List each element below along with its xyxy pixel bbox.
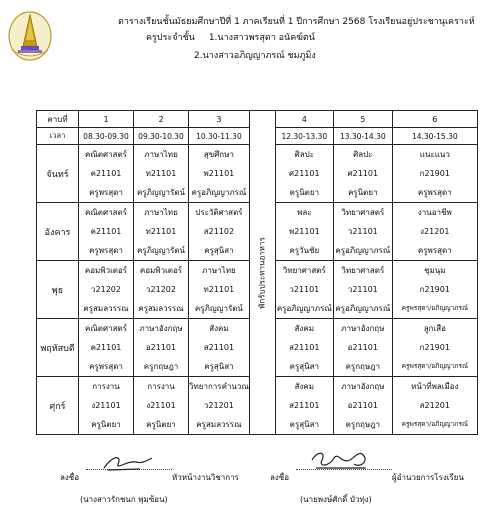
course-code: ว21101 — [289, 285, 320, 294]
class-cell — [275, 377, 333, 435]
subject: สังคม — [294, 382, 315, 391]
teacher: ครูนิตยา — [146, 420, 176, 429]
class-cell — [275, 261, 333, 319]
time-1: 08.30-09.30 — [79, 128, 134, 145]
right-sign-prefix: ลงชื่อ — [270, 473, 290, 482]
class-cell — [333, 145, 392, 203]
subject: ลูกเสือ — [423, 324, 446, 333]
day-label: พุธ — [37, 261, 79, 319]
class-cell — [189, 377, 250, 435]
course-code: อ21101 — [145, 343, 177, 352]
teacher: ครูสมลวรรณ — [138, 304, 184, 313]
class-cell — [134, 203, 189, 261]
advisor-2: 2.นางสาวอภิญญาภรณ์ ชมภูมิ่ง — [194, 51, 316, 61]
course-code: ว21201 — [203, 401, 234, 410]
teacher: ครูกฤษฎา — [345, 420, 381, 429]
class-cell — [333, 377, 392, 435]
lunch-break-column — [249, 111, 275, 435]
subject: วิทยาศาสตร์ — [341, 266, 385, 275]
teacher: ครูนิตยา — [289, 188, 320, 197]
teacher: ครูสุนิสา — [204, 362, 234, 371]
course-code: ท21101 — [145, 227, 177, 236]
class-cell — [333, 203, 392, 261]
teacher: ครูนิตยา — [91, 420, 121, 429]
teacher: ครูกฤษฎา — [345, 362, 381, 371]
course-code: ว21202 — [91, 285, 121, 294]
document-title: ตารางเรียนชั้นมัธยมศึกษาปีที่ 1 ภาคเรียนที่ 1 ปีการศึกษา 2568 โรงเรียนอยู่ประชานุเคราะห์ — [118, 17, 475, 27]
teacher: ครูพรสุดา/อภิญญาภรณ์ — [401, 362, 468, 370]
class-cell — [79, 377, 134, 435]
class-cell — [79, 203, 134, 261]
subject: วิทยาการคำนวณ — [189, 382, 249, 391]
time-4: 12.30-13.30 — [275, 128, 333, 145]
class-cell — [275, 145, 333, 203]
teacher: ครูพรสุดา — [89, 188, 123, 197]
course-code: ก21901 — [419, 169, 450, 178]
subject: ชุมนุม — [424, 266, 446, 275]
subject: การงาน — [92, 382, 120, 391]
teacher: ครูวันชัย — [289, 246, 320, 255]
teacher: ครูพรสุดา/อภิญญาภรณ์ — [401, 304, 468, 312]
timetable — [36, 110, 478, 435]
right-signer-name: (นายพงษ์ศักดิ์ บัวทุ่ง) — [300, 495, 372, 504]
course-code: ว21101 — [347, 227, 378, 236]
class-cell — [392, 203, 477, 261]
teacher: ครูภิญญารัตน์ — [194, 304, 243, 313]
class-cell — [134, 145, 189, 203]
subject: คณิตศาสตร์ — [85, 208, 127, 217]
class-cell — [392, 377, 477, 435]
subject: งานอาชีพ — [417, 208, 452, 217]
lunch-break-label: พักรับประทานอาหาร — [257, 236, 267, 309]
subject: หน้าที่พลเมือง — [411, 382, 459, 391]
teacher: ครูสุนิสา — [289, 420, 319, 429]
subject: วิทยาศาสตร์ — [341, 208, 385, 217]
day-label: พฤหัสบดี — [37, 319, 79, 377]
subject: ศิลปะ — [294, 150, 314, 159]
course-code: ว21101 — [347, 285, 378, 294]
period-header-row — [37, 111, 478, 128]
course-code: ค21101 — [90, 227, 122, 236]
teacher: ครูพรสุดา — [89, 362, 123, 371]
course-code: ส21201 — [419, 401, 450, 410]
teacher: ครูสุนิสา — [289, 362, 319, 371]
period-6: 6 — [392, 111, 477, 128]
advisor-1: 1.นางสาวพรสุดา อนัคฆ์ตน์ — [208, 33, 315, 43]
teacher: ครูพรสุดา/อภิญญาภรณ์ — [401, 420, 468, 428]
subject: สังคม — [209, 324, 229, 333]
subject: คอมพิวเตอร์ — [84, 266, 128, 275]
course-code: อ21101 — [347, 401, 378, 410]
period-2: 2 — [134, 111, 189, 128]
subject: พละ — [297, 208, 312, 217]
time-6: 14.30-15.30 — [392, 128, 477, 145]
subject: การงาน — [147, 382, 175, 391]
subject: ศิลปะ — [353, 150, 373, 159]
class-cell — [79, 319, 134, 377]
teacher: ครูภิญญารัตน์ — [136, 246, 185, 255]
day-label: ศุกร์ — [37, 377, 79, 435]
class-cell — [392, 145, 477, 203]
period-4: 4 — [275, 111, 333, 128]
class-cell — [189, 145, 250, 203]
subject: ภาษาไทย — [144, 150, 178, 159]
class-cell — [134, 377, 189, 435]
teacher: ครูนิตยา — [348, 188, 378, 197]
teacher: ครูสุนิสา — [204, 246, 234, 255]
course-code: พ21101 — [203, 169, 235, 178]
right-handwritten-signature — [306, 446, 376, 474]
course-code: ค21101 — [90, 169, 122, 178]
class-cell — [275, 203, 333, 261]
class-cell — [275, 319, 333, 377]
course-code: ส21102 — [203, 227, 235, 236]
subject: ภาษาอังกฤษ — [139, 324, 183, 333]
class-cell — [333, 319, 392, 377]
course-code: ว21202 — [146, 285, 176, 294]
course-code: ก21901 — [419, 285, 450, 294]
course-code: ง21101 — [146, 401, 176, 410]
period-5: 5 — [333, 111, 392, 128]
corner-time: เวลา — [37, 128, 79, 145]
subject: ประวัติศาสตร์ — [195, 208, 243, 217]
course-code: ท21101 — [203, 285, 235, 294]
teacher: ครูพรสุดา — [417, 246, 452, 255]
teacher: ครูภิญญารัตน์ — [136, 188, 185, 197]
period-1: 1 — [79, 111, 134, 128]
course-code: ง21201 — [420, 227, 450, 236]
course-code: อ21101 — [347, 343, 378, 352]
left-handwritten-signature — [100, 452, 156, 474]
teacher: ครูพรสุดา — [89, 246, 123, 255]
class-cell — [134, 261, 189, 319]
class-cell — [392, 319, 477, 377]
teacher: ครูอภิญญาภรณ์ — [335, 304, 391, 313]
advisor-line — [146, 30, 315, 44]
teacher: ครูกฤษฎา — [143, 362, 179, 371]
day-label: จันทร์ — [37, 145, 79, 203]
subject: สุขศึกษา — [203, 150, 234, 159]
course-code: ง21101 — [91, 401, 121, 410]
class-cell — [189, 319, 250, 377]
subject: คณิตศาสตร์ — [85, 324, 127, 333]
class-cell — [189, 203, 250, 261]
subject: สังคม — [294, 324, 315, 333]
class-cell — [79, 261, 134, 319]
time-3: 10.30-11.30 — [189, 128, 250, 145]
course-code: ส21101 — [203, 343, 235, 352]
period-3: 3 — [189, 111, 250, 128]
course-code: ส21101 — [289, 401, 320, 410]
subject: วิทยาศาสตร์ — [282, 266, 326, 275]
teacher: ครูพรสุดา — [417, 188, 452, 197]
course-code: ศ21101 — [347, 169, 379, 178]
subject: ภาษาไทย — [144, 208, 178, 217]
subject: แนะแนว — [419, 150, 450, 159]
school-emblem-logo — [6, 6, 54, 62]
course-code: ก21901 — [419, 343, 450, 352]
class-cell — [333, 261, 392, 319]
advisor-label: ครูประจำชั้น — [146, 33, 195, 43]
course-code: พ21101 — [288, 227, 320, 236]
subject: ภาษาอังกฤษ — [341, 382, 385, 391]
teacher: ครูอภิญญาภรณ์ — [191, 188, 247, 197]
day-label: อังคาร — [37, 203, 79, 261]
course-code: ศ21101 — [289, 169, 320, 178]
course-code: ท21101 — [145, 169, 177, 178]
time-2: 09.30-10.30 — [134, 128, 189, 145]
subject: คอมพิวเตอร์ — [139, 266, 183, 275]
time-5: 13.30-14.30 — [333, 128, 392, 145]
class-cell — [392, 261, 477, 319]
subject: คณิตศาสตร์ — [85, 150, 127, 159]
subject: ภาษาไทย — [202, 266, 236, 275]
class-cell — [79, 145, 134, 203]
right-sign-role: ผู้อำนวยการโรงเรียน — [392, 473, 464, 482]
subject: ภาษาอังกฤษ — [341, 324, 385, 333]
corner-period: คาบที่ — [37, 111, 79, 128]
left-sign-role: หัวหน้างานวิชาการ — [172, 473, 239, 482]
course-code: ค21101 — [90, 343, 122, 352]
course-code: ส21101 — [289, 343, 320, 352]
teacher: ครูสมลวรรณ — [83, 304, 129, 313]
left-sign-prefix: ลงชื่อ — [60, 473, 80, 482]
teacher: ครูอภิญญาภรณ์ — [276, 304, 332, 313]
class-cell — [189, 261, 250, 319]
class-cell — [134, 319, 189, 377]
teacher: ครูอภิญญาภรณ์ — [335, 246, 391, 255]
teacher: ครูสมลวรรณ — [196, 420, 242, 429]
left-signer-name: (นางสาวรักชนก พุมซ้อน) — [80, 495, 168, 504]
